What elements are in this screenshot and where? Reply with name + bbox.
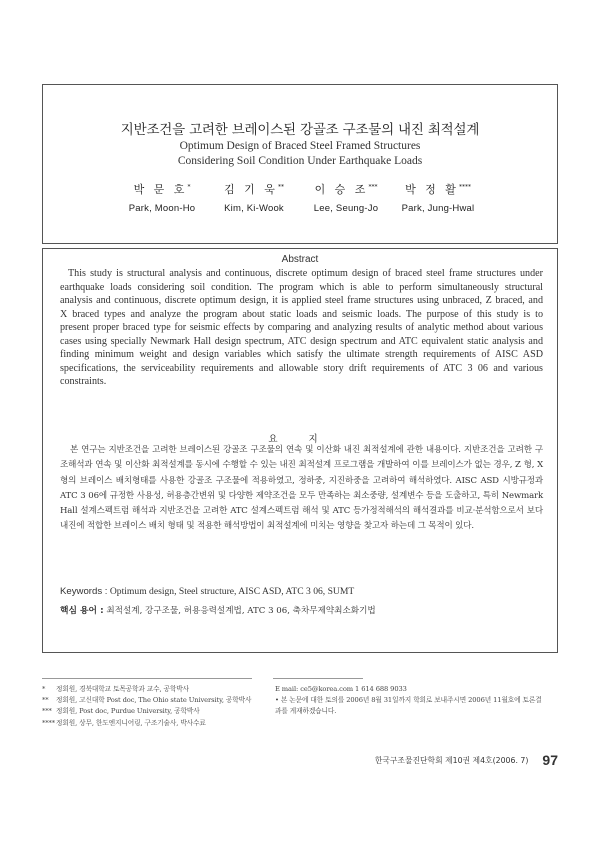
korean-keywords-label: 핵심 용어 : xyxy=(60,606,104,616)
author xyxy=(306,181,386,214)
paper-title-english-line1: Optimum Design of Braced Steel Framed Structures xyxy=(179,140,421,152)
paper-title-english-line2: Considering Soil Condition Under Earthquake Loads xyxy=(177,155,423,167)
footnote-mark: ** xyxy=(42,696,49,705)
journal-name: 한국구조물진단학회 제10권 제4호(2006. 7) xyxy=(374,756,529,765)
footnote xyxy=(42,718,272,729)
abstract-english: This study is structural analysis and continuous, discrete optimum design of braced steel frame structures under earthquake loads considering soil condition. The program which is able to perform simultaneously structural analysis and continuous, discrete optimum design, it is applied steel frame structures using unbraced, Z braced, and X braced types and analyze the program about static loads and seismic loads. The purpose of this study is to present proper braced type for seismic effects by comparing and analyzing results of analytic method about various cases using specially Newmark Hall design spectrum, ATC design spectrum and ATC equivalent static analysis and finding minimum weight and design variables which satisfy the ultimate strength requirements of AISC ASD specifications, the serviceability requirements and allowable story drift requirements of ATC 3 06 and various constraints. xyxy=(60,268,543,388)
author-name-en: Lee, Seung-Jo xyxy=(313,203,379,214)
author-name-ko: 박 문 호 xyxy=(133,183,188,196)
paper-title-korean: 지반조건을 고려한 브레이스된 강골조 구조물의 내진 최적설계 xyxy=(120,122,480,138)
footnote-mark: **** xyxy=(42,718,55,727)
author-mark: **** xyxy=(458,183,471,191)
abstract-korean-heading: 요 지 xyxy=(268,434,332,445)
author-name-en: Kim, Ki-Wook xyxy=(224,203,284,214)
footnote xyxy=(42,684,272,695)
korean-keywords xyxy=(60,603,543,616)
footnote-rule-right xyxy=(273,678,363,679)
footnotes-contact xyxy=(275,684,545,718)
author-name-en: Park, Jung-Hwal xyxy=(401,203,475,214)
keywords-text: Optimum design, Steel structure, AISC ASD, ATC 3 06, SUMT xyxy=(109,586,355,597)
author-name-ko: 박 정 활 xyxy=(405,183,459,196)
page-number: 97 xyxy=(542,752,558,768)
author-mark: *** xyxy=(368,183,378,191)
keywords xyxy=(60,586,543,597)
abstract-korean: 본 연구는 지반조건을 고려한 브레이스된 강골조 구조물의 연속 및 이산화 내진 최적설계에 관한 내용이다. 지반조건을 고려한 구조해석과 연속 및 이산화 최적설계를 동시에 수행할 수 있는 내진 최적설계 프로그램을 개발하여 이를 브레이스가 없는 경우, Z 형, X 형의 브레이스 배치형태를 사용한 강골조 구조물에 적용하였고, 정하중, 지진하중을 고려하여 해석하였다. AISC ASD 시방규정과 ATC 3 06에 규정한 사용성, 허용층간변위 및 다양한 제약조건을 모두 만족하는 최소중량, 설계변수 등을 도출하고, 특히 Newmark Hall 설계스펙트럼 해석과 지반조건을 고려한 ATC 설계스펙트럼 해석 및 ATC 등가정적해석의 해석결과를 비교·분석함으로서 보다 내진에 적합한 브레이스 배치 형태 및 적용한 해석방법이 최적설계에 미치는 영향을 찾고자 하는데 그 목적이 있다. xyxy=(60,445,543,532)
footnote-text: 정회원, 고신대학 Post doc, The Ohio state University, 공학박사 xyxy=(56,696,252,705)
footnote-text: E mail: ce5@korea.com 1 614 688 9033 xyxy=(275,685,407,693)
footnote-text: 정회원, 경북대학교 토목공학과 교수, 공학박사 xyxy=(56,685,189,693)
author-mark: ** xyxy=(277,183,284,191)
footnote xyxy=(42,695,272,706)
journal-footer xyxy=(270,752,558,768)
footnotes-affiliations xyxy=(42,684,272,729)
footnote-email xyxy=(275,684,545,695)
footnote-text: 본 논문에 대한 토의를 2006년 8월 31일까지 학회로 보내주시면 2006년 11월호에 토론결과를 게재하겠습니다. xyxy=(275,696,542,716)
author-name-ko: 김 기 욱 xyxy=(224,183,278,196)
abstract-heading: Abstract xyxy=(281,254,319,265)
footnote-mark: • xyxy=(275,696,279,705)
author-list xyxy=(0,181,600,214)
footnote-text: 정회원, Post doc, Purdue University, 공학박사 xyxy=(56,707,200,716)
footnote-mark: *** xyxy=(42,707,52,716)
footnote xyxy=(42,706,272,717)
author-name-en: Park, Moon-Ho xyxy=(128,203,196,214)
footnote-text: 정회원, 상무, 한도엔지니어링, 구조기술사, 박사수료 xyxy=(56,718,206,727)
korean-keywords-text: 최적설계, 강구조물, 허용응력설계법, ATC 3 06, 축차무제약최소화기법 xyxy=(106,606,376,616)
footnote-rule-left xyxy=(42,678,252,679)
author xyxy=(214,181,294,214)
author xyxy=(122,181,202,214)
keywords-label: Keywords : xyxy=(60,586,108,597)
author-mark: * xyxy=(187,183,191,191)
footnote-discussion xyxy=(275,695,545,717)
author-name-ko: 이 승 조 xyxy=(314,183,369,196)
author xyxy=(398,181,478,214)
footnote-mark: * xyxy=(42,685,46,693)
